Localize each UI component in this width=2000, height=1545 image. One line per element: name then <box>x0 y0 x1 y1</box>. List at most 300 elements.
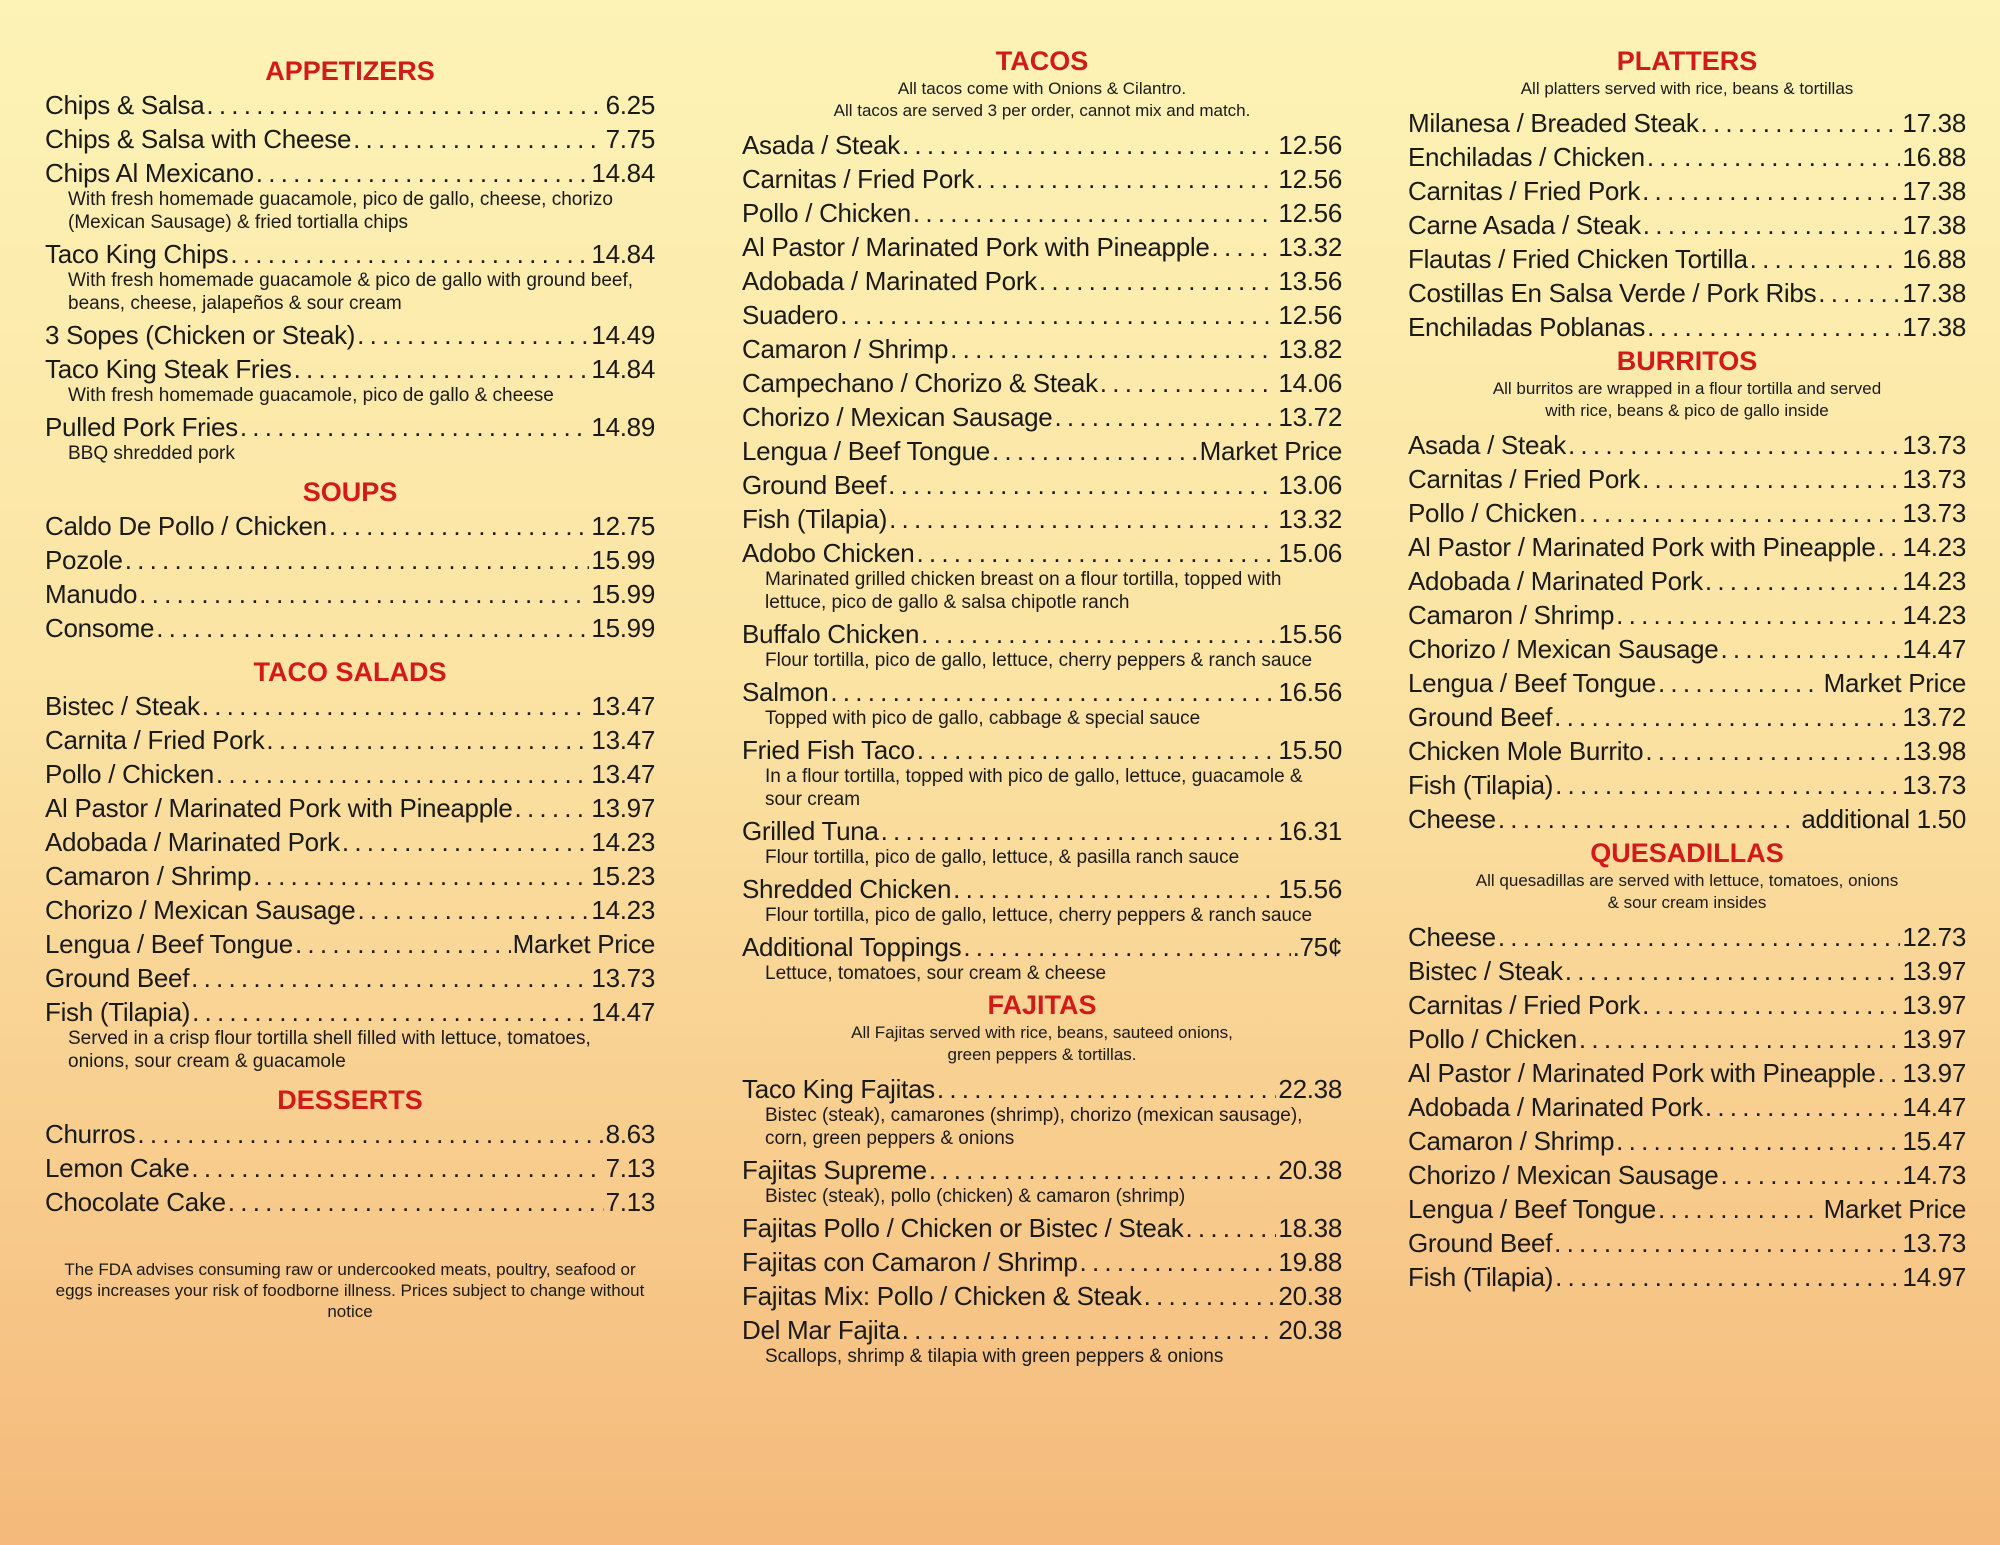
menu-item-line <box>45 88 655 122</box>
menu-item-price: 13.98 <box>1902 736 1966 766</box>
menu-item-line <box>1408 666 1966 700</box>
menu-item <box>1408 1022 1966 1056</box>
right-column <box>1408 44 1966 1294</box>
section-note: All burritos are wrapped in a flour tortilla and served <box>1492 379 1882 398</box>
section-note: All tacos are served 3 per order, cannot mix and match. <box>833 101 1251 120</box>
dot-leader <box>1498 920 1901 954</box>
menu-item-line <box>1408 598 1966 632</box>
menu-item-price: 13.73 <box>1902 498 1966 528</box>
menu-item-price: 14.47 <box>1902 1092 1966 1122</box>
dot-leader <box>125 543 590 577</box>
dot-leader <box>1555 768 1900 802</box>
section-title: TACOS <box>995 46 1089 76</box>
menu-item-description: Bistec (steak), camarones (shrimp), chorizo (mexican sausage), corn, green peppers & onions <box>765 1105 1303 1149</box>
dot-leader <box>917 733 1277 767</box>
section-note: with rice, beans & pico de gallo inside <box>1545 401 1829 420</box>
menu-item-name: Fajitas Supreme <box>742 1155 927 1185</box>
menu-item <box>1408 734 1966 768</box>
dot-leader <box>1642 988 1900 1022</box>
menu-item-name: Ground Beef <box>45 963 190 993</box>
menu-item-price: 16.31 <box>1278 816 1342 846</box>
menu-item-line <box>1408 1090 1966 1124</box>
menu-items <box>1408 428 1966 836</box>
dot-leader <box>1647 140 1901 174</box>
menu-item-description: With fresh homemade guacamole, pico de gallo, cheese, chorizo (Mexican Sausage) & fried tortialla chips <box>68 189 613 233</box>
menu-item-line <box>1408 496 1966 530</box>
menu-item-name: Bistec / Steak <box>1408 956 1563 986</box>
menu-item-name: Ground Beef <box>1408 702 1553 732</box>
menu-item-price: 19.88 <box>1278 1247 1342 1277</box>
menu-item <box>742 434 1342 468</box>
menu-item-name: Lengua / Beef Tongue <box>1408 668 1656 698</box>
menu-item-name: Bistec / Steak <box>45 691 200 721</box>
menu-item <box>1408 666 1966 700</box>
dot-leader <box>139 577 589 611</box>
menu-item-name: Asada / Steak <box>742 130 900 160</box>
dot-leader <box>191 961 589 995</box>
menu-item <box>45 825 655 859</box>
menu-item-name: Pulled Pork Fries <box>45 412 238 442</box>
menu-item-price: 13.47 <box>591 759 655 789</box>
menu-item-name: Fajitas Pollo / Chicken or Bistec / Steak <box>742 1213 1184 1243</box>
menu-items <box>1408 106 1966 344</box>
dot-leader <box>228 1185 604 1219</box>
menu-item-price: 16.56 <box>1278 677 1342 707</box>
dot-leader <box>1720 632 1900 666</box>
menu-item-price: Market Price <box>1199 436 1342 466</box>
menu-item-price: 22.38 <box>1278 1074 1342 1104</box>
dot-leader <box>240 410 590 444</box>
dot-leader <box>1080 1245 1277 1279</box>
menu-item-description: Flour tortilla, pico de gallo, lettuce, & pasilla ranch sauce <box>765 847 1240 868</box>
menu-item <box>45 156 655 234</box>
menu-item-name: Manudo <box>45 579 138 609</box>
menu-item <box>45 961 655 995</box>
menu-item <box>45 859 655 893</box>
menu-item-line <box>45 352 655 386</box>
menu-item-price: 20.38 <box>1278 1315 1342 1345</box>
dot-leader <box>1705 1090 1901 1124</box>
menu-item-line <box>1408 920 1966 954</box>
menu-item-price: 13.32 <box>1278 232 1342 262</box>
menu-item-name: Adobada / Marinated Pork <box>45 827 340 857</box>
dot-leader <box>902 128 1276 162</box>
section-note: All tacos come with Onions & Cilantro. <box>897 79 1187 98</box>
menu-item-price: 13.72 <box>1902 702 1966 732</box>
dot-leader <box>1643 208 1901 242</box>
menu-item-price: 14.23 <box>1902 600 1966 630</box>
quesadillas-section <box>1408 836 1966 1294</box>
section-note: green peppers & tortillas. <box>947 1045 1137 1064</box>
dot-leader <box>137 1117 603 1151</box>
dot-leader <box>1100 366 1277 400</box>
menu-item-price: 15.99 <box>591 545 655 575</box>
menu-item-name: Camaron / Shrimp <box>45 861 252 891</box>
dot-leader <box>902 1313 1277 1347</box>
menu-item <box>742 400 1342 434</box>
menu-item <box>1408 598 1966 632</box>
dot-leader <box>921 617 1276 651</box>
section-title: FAJITAS <box>987 990 1097 1020</box>
menu-item-price: Market Price <box>1823 1194 1966 1224</box>
dot-leader <box>342 825 590 859</box>
section-title: APPETIZERS <box>265 56 435 86</box>
menu-item-description: Bistec (steak), pollo (chicken) & camaron (shrimp) <box>765 1186 1186 1207</box>
menu-item-price: 15.23 <box>591 861 655 891</box>
menu-item-name: Milanesa / Breaded Steak <box>1408 108 1699 138</box>
menu-item <box>1408 1124 1966 1158</box>
menu-item <box>742 733 1342 811</box>
dot-leader <box>888 468 1276 502</box>
menu-item-line <box>45 410 655 444</box>
menu-item-price: .75¢ <box>1292 932 1342 962</box>
dot-leader <box>206 88 603 122</box>
menu-item-line <box>1408 768 1966 802</box>
menu-item-line <box>45 859 655 893</box>
menu-item-name: Pollo / Chicken <box>1408 498 1577 528</box>
dot-leader <box>1565 954 1901 988</box>
menu-item-name: Ground Beef <box>1408 1228 1553 1258</box>
menu-item <box>742 128 1342 162</box>
menu-item-price: 13.73 <box>1902 1228 1966 1258</box>
section-title: TACO SALADS <box>253 657 447 687</box>
menu-item-name: Chorizo / Mexican Sausage <box>1408 634 1719 664</box>
menu-item <box>742 814 1342 869</box>
menu-items <box>742 128 1342 985</box>
menu-item-name: Enchiladas / Chicken <box>1408 142 1645 172</box>
dot-leader <box>357 893 589 927</box>
menu-item-line <box>742 332 1342 366</box>
dot-leader <box>950 332 1276 366</box>
dot-leader <box>881 814 1277 848</box>
menu-item-name: Asada / Steak <box>1408 430 1566 460</box>
menu-item <box>742 162 1342 196</box>
menu-item-line <box>742 536 1342 570</box>
dot-leader <box>1705 564 1901 598</box>
menu-item <box>742 617 1342 672</box>
menu-item-line <box>1408 988 1966 1022</box>
dot-leader <box>1579 1022 1901 1056</box>
menu-item <box>1408 496 1966 530</box>
menu-item-name: Taco King Steak Fries <box>45 354 292 384</box>
menu-item-price: 17.38 <box>1902 278 1966 308</box>
menu-item-price: 14.23 <box>591 895 655 925</box>
menu-item-name: Carnitas / Fried Pork <box>1408 990 1641 1020</box>
dot-leader <box>1498 802 1800 836</box>
menu-item <box>742 332 1342 366</box>
menu-item-price: 15.99 <box>591 613 655 643</box>
menu-item-line <box>45 237 655 271</box>
fajitas-section <box>742 988 1342 1368</box>
menu-item-name: Chorizo / Mexican Sausage <box>742 402 1053 432</box>
dot-leader <box>266 723 589 757</box>
menu-item-description: With fresh homemade guacamole, pico de gallo & cheese <box>68 385 554 406</box>
menu-item-name: Flautas / Fried Chicken Tortilla <box>1408 244 1748 274</box>
dot-leader <box>1878 1056 1901 1090</box>
menu-item-name: Al Pastor / Marinated Pork with Pineapple <box>1408 1058 1876 1088</box>
menu-item <box>1408 242 1966 276</box>
section-note: All quesadillas are served with lettuce, tomatoes, onions <box>1475 871 1899 890</box>
menu-item <box>1408 1158 1966 1192</box>
menu-item <box>45 410 655 465</box>
dot-leader <box>1645 734 1900 768</box>
menu-item-line <box>1408 1226 1966 1260</box>
menu-item-name: Chorizo / Mexican Sausage <box>1408 1160 1719 1190</box>
menu-item <box>45 791 655 825</box>
menu-item-name: 3 Sopes (Chicken or Steak) <box>45 320 356 350</box>
dot-leader <box>1616 1124 1900 1158</box>
menu-item-line <box>45 509 655 543</box>
menu-item-name: Grilled Tuna <box>742 816 879 846</box>
menu-item-price: 14.84 <box>591 239 655 269</box>
menu-item-price: 17.38 <box>1902 176 1966 206</box>
menu-item <box>45 611 655 645</box>
dot-leader <box>1647 310 1900 344</box>
menu-item <box>742 1072 1342 1150</box>
menu-item-name: Fish (Tilapia) <box>45 997 191 1027</box>
menu-item <box>1408 106 1966 140</box>
menu-item-price: Market Price <box>512 929 655 959</box>
menu-item <box>1408 1056 1966 1090</box>
menu-item-price: 7.13 <box>605 1153 655 1183</box>
menu-item-line <box>1408 564 1966 598</box>
menu-item-name: Chocolate Cake <box>45 1187 226 1217</box>
menu-item <box>1408 632 1966 666</box>
menu-item <box>742 872 1342 927</box>
menu-item-line <box>45 961 655 995</box>
dot-leader <box>1818 276 1900 310</box>
menu-item-price: 14.23 <box>591 827 655 857</box>
menu-item-name: Additional Toppings <box>742 932 962 962</box>
menu-item <box>45 927 655 961</box>
menu-item-name: Pozole <box>45 545 123 575</box>
menu-item-line <box>742 264 1342 298</box>
menu-item-line <box>45 318 655 352</box>
soups-section <box>45 475 655 645</box>
dot-leader <box>1616 598 1900 632</box>
menu-item <box>1408 530 1966 564</box>
dot-leader <box>216 757 590 791</box>
dot-leader <box>840 298 1276 332</box>
menu-item-line <box>742 675 1342 709</box>
dot-leader <box>963 930 1290 964</box>
menu-item-name: Pollo / Chicken <box>45 759 214 789</box>
menu-item-line <box>742 1279 1342 1313</box>
menu-item-name: Carnita / Fried Pork <box>45 725 265 755</box>
dot-leader <box>1720 1158 1900 1192</box>
menu-item-price: 13.72 <box>1278 402 1342 432</box>
menu-item-price: 13.97 <box>591 793 655 823</box>
menu-item-line <box>45 893 655 927</box>
menu-item-description: Topped with pico de gallo, cabbage & special sauce <box>765 708 1201 729</box>
burritos-section <box>1408 344 1966 836</box>
menu-item-price: 7.75 <box>605 124 655 154</box>
dot-leader <box>1642 462 1900 496</box>
menu-item-line <box>45 543 655 577</box>
menu-item <box>45 1185 655 1219</box>
menu-item-description: Lettuce, tomatoes, sour cream & cheese <box>765 963 1107 984</box>
menu-item-price: 14.84 <box>591 158 655 188</box>
menu-item <box>45 237 655 315</box>
menu-item-line <box>45 757 655 791</box>
menu-item-line <box>1408 310 1966 344</box>
dot-leader <box>976 162 1276 196</box>
menu-item-name: Lengua / Beef Tongue <box>1408 1194 1656 1224</box>
left-column <box>45 44 655 1339</box>
menu-item-line <box>1408 1124 1966 1158</box>
menu-item-line <box>45 791 655 825</box>
menu-item-price: 14.23 <box>1902 532 1966 562</box>
menu-item-price: 14.89 <box>591 412 655 442</box>
menu-item <box>45 893 655 927</box>
menu-item <box>45 122 655 156</box>
menu-item-name: Fish (Tilapia) <box>1408 1262 1554 1292</box>
menu-item-line <box>742 1153 1342 1187</box>
menu-item-price: 12.56 <box>1278 198 1342 228</box>
menu-item-name: Adobada / Marinated Pork <box>1408 566 1703 596</box>
menu-item-price: 6.25 <box>605 90 655 120</box>
menu-item <box>45 509 655 543</box>
menu-item-name: Caldo De Pollo / Chicken <box>45 511 327 541</box>
dot-leader <box>1554 1226 1900 1260</box>
dot-leader <box>202 689 590 723</box>
menu-item-name: Chips & Salsa <box>45 90 205 120</box>
dot-leader <box>916 536 1276 570</box>
menu-items <box>45 689 655 1073</box>
menu-item-price: 14.47 <box>1902 634 1966 664</box>
tacos-section <box>742 44 1342 985</box>
menu-item-name: Taco King Fajitas <box>742 1074 935 1104</box>
menu-item-line <box>1408 174 1966 208</box>
dot-leader <box>1658 1192 1822 1226</box>
menu-item-name: Consome <box>45 613 155 643</box>
menu-item-name: Camaron / Shrimp <box>742 334 949 364</box>
menu-item-price: 20.38 <box>1278 1281 1342 1311</box>
menu-item-line <box>742 298 1342 332</box>
menu-item <box>1408 564 1966 598</box>
dot-leader <box>937 1072 1277 1106</box>
menu-item-price: 17.38 <box>1902 210 1966 240</box>
menu-item-name: Camaron / Shrimp <box>1408 1126 1615 1156</box>
menu-item <box>1408 988 1966 1022</box>
dot-leader <box>929 1153 1277 1187</box>
menu-item <box>742 298 1342 332</box>
menu-item-price: 13.82 <box>1278 334 1342 364</box>
menu-item-line <box>742 128 1342 162</box>
menu-item <box>1408 310 1966 344</box>
menu-item-line <box>742 366 1342 400</box>
menu-item-price: 13.97 <box>1902 1024 1966 1054</box>
section-title: PLATTERS <box>1616 46 1758 76</box>
menu-item-description: In a flour tortilla, topped with pico de gallo, lettuce, guacamole & sour cream <box>765 766 1303 810</box>
menu-item-line <box>1408 802 1966 836</box>
menu-item-price: 14.06 <box>1278 368 1342 398</box>
menu-item-price: 14.47 <box>591 997 655 1027</box>
menu-item-line <box>45 122 655 156</box>
fda-footnote: The FDA advises consuming raw or undercooked meats, poultry, seafood or eggs increases your risk of foodborne illness. Prices subject to change without notice <box>55 1260 645 1321</box>
menu-item-line <box>45 1185 655 1219</box>
dot-leader <box>953 872 1276 906</box>
dot-leader <box>295 927 511 961</box>
menu-item-price: 13.47 <box>591 691 655 721</box>
menu-item-line <box>1408 1192 1966 1226</box>
menu-item-price: 20.38 <box>1278 1155 1342 1185</box>
menu-item-line <box>45 825 655 859</box>
appetizers-section <box>45 54 655 465</box>
menu-item-price: 13.97 <box>1902 990 1966 1020</box>
menu-item-name: Buffalo Chicken <box>742 619 920 649</box>
dot-leader <box>1701 106 1901 140</box>
menu-item <box>742 196 1342 230</box>
menu-item <box>1408 1260 1966 1294</box>
menu-item <box>45 88 655 122</box>
menu-item-name: Al Pastor / Marinated Pork with Pineapple <box>1408 532 1876 562</box>
menu-item-price: 15.47 <box>1902 1126 1966 1156</box>
menu-item-line <box>1408 140 1966 174</box>
menu-item-line <box>1408 1056 1966 1090</box>
menu-item-name: Fajitas Mix: Pollo / Chicken & Steak <box>742 1281 1142 1311</box>
dot-leader <box>256 156 590 190</box>
menu-item <box>742 1211 1342 1245</box>
menu-item-price: 12.56 <box>1278 300 1342 330</box>
menu-item <box>45 543 655 577</box>
menu-item-name: Lengua / Beef Tongue <box>742 436 990 466</box>
dot-leader <box>192 995 589 1029</box>
menu-item-name: Chicken Mole Burrito <box>1408 736 1644 766</box>
menu-items <box>1408 920 1966 1294</box>
menu-item <box>1408 208 1966 242</box>
menu-item-description: Scallops, shrimp & tilapia with green peppers & onions <box>765 1346 1224 1367</box>
section-title: QUESADILLAS <box>1590 838 1784 868</box>
menu-item-price: additional 1.50 <box>1801 804 1966 834</box>
menu-item <box>742 468 1342 502</box>
menu-item <box>1408 920 1966 954</box>
desserts-section <box>45 1083 655 1219</box>
menu-item <box>742 366 1342 400</box>
dot-leader <box>1144 1279 1277 1313</box>
menu-item-price: 15.99 <box>591 579 655 609</box>
menu-item-price: 16.88 <box>1902 244 1966 274</box>
menu-item-name: Pollo / Chicken <box>1408 1024 1577 1054</box>
menu-items <box>742 1072 1342 1368</box>
menu-item-description: Served in a crisp flour tortilla shell filled with lettuce, tomatoes, onions, sour cream & guacamole <box>68 1028 591 1072</box>
menu-item-price: 18.38 <box>1278 1213 1342 1243</box>
menu-item-price: 13.97 <box>1902 956 1966 986</box>
dot-leader <box>1555 1260 1900 1294</box>
menu-item-line <box>45 611 655 645</box>
menu-item-price: 12.56 <box>1278 130 1342 160</box>
menu-item <box>1408 802 1966 836</box>
menu-item-line <box>1408 530 1966 564</box>
menu-item-line <box>45 927 655 961</box>
dot-leader <box>329 509 590 543</box>
section-note: All Fajitas served with rice, beans, sauteed onions, <box>851 1023 1233 1042</box>
menu-item <box>45 1151 655 1185</box>
menu-item-name: Al Pastor / Marinated Pork with Pineapple <box>742 232 1210 262</box>
dot-leader <box>253 859 589 893</box>
menu-item-name: Churros <box>45 1119 136 1149</box>
menu-item-name: Cheese <box>1408 922 1496 952</box>
menu-item-line <box>45 723 655 757</box>
dot-leader <box>353 122 603 156</box>
dot-leader <box>156 611 589 645</box>
taco-salads-section <box>45 655 655 1073</box>
menu-item <box>742 1313 1342 1368</box>
menu-item-line <box>742 814 1342 848</box>
dot-leader <box>191 1151 603 1185</box>
menu-item <box>1408 462 1966 496</box>
menu-item-price: 14.49 <box>591 320 655 350</box>
